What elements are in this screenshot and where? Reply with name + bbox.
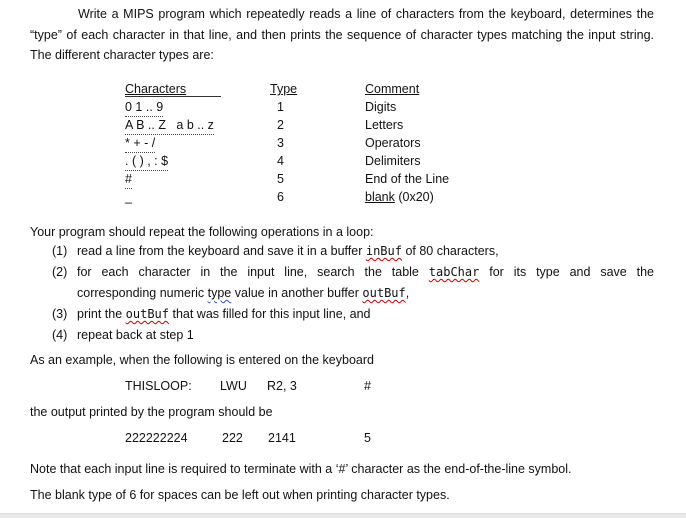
step-2-number: (2) — [52, 265, 68, 279]
note-blank: The blank type of 6 for spaces can be left out when printing character types. — [30, 488, 450, 502]
step-3 — [52, 304, 654, 325]
row-chars-end-of-line: # — [125, 170, 132, 189]
step-1 — [52, 241, 654, 262]
page-bottom-edge — [0, 513, 686, 518]
step-2-code-1: tabChar — [428, 265, 480, 279]
step-3-text-b: that was filled for this input line, and — [169, 307, 371, 321]
loop-intro: Your program should repeat the following operations in a loop: — [30, 225, 374, 239]
blank-hex: (0x20) — [394, 190, 434, 204]
output-intro: the output printed by the program should be — [30, 405, 273, 419]
blank-word: blank — [365, 190, 395, 204]
step-1-text-a: read a line from the keyboard and save it in a buffer — [77, 244, 366, 258]
row-type-operators: 3 — [277, 136, 284, 150]
example-intro: As an example, when the following is entered on the keyboard — [30, 353, 374, 367]
row-chars-operators: * + - / — [125, 134, 155, 153]
row-comment-letters: Letters — [365, 118, 404, 132]
row-comment-operators: Operators — [365, 136, 421, 150]
step-2-line2-c: , — [405, 286, 410, 300]
example-input-instruction: LWU — [220, 379, 247, 393]
header-comment: Comment — [365, 82, 420, 96]
step-4-number: (4) — [52, 328, 68, 342]
row-comment-digits: Digits — [365, 100, 397, 114]
row-chars-blank: _ — [125, 190, 132, 204]
example-input-label: THISLOOP: — [125, 379, 192, 393]
step-1-text-b: of 80 characters, — [401, 244, 499, 258]
step-2-text-b: for its type and save the — [479, 265, 654, 279]
example-output-2: 222 — [222, 431, 243, 445]
example-output-4: 5 — [364, 431, 371, 445]
row-chars-digits: 0 1 .. 9 — [125, 98, 163, 117]
row-type-letters: 2 — [277, 118, 284, 132]
step-4-text: repeat back at step 1 — [77, 328, 194, 342]
row-type-end-of-line: 5 — [277, 172, 284, 186]
step-3-text-a: print the — [77, 307, 126, 321]
example-output-1: 222222224 — [125, 431, 188, 445]
step-3-code: outBuf — [125, 307, 169, 321]
step-3-number: (3) — [52, 307, 68, 321]
step-2-code-2: outBuf — [362, 286, 406, 300]
row-comment-blank — [365, 188, 434, 206]
row-type-digits: 1 — [277, 100, 284, 114]
step-1-number: (1) — [52, 244, 68, 258]
intro-text: Write a MIPS program which repeatedly reads a line of characters from the keyboard, determines the “type” of each character in that line, and then prints the sequence of character types matching the input string. The different character types are: — [30, 7, 654, 62]
intro-paragraph — [30, 4, 654, 66]
step-2 — [52, 262, 654, 304]
step-2-line2-b: value in another buffer — [231, 286, 363, 300]
step-2-text-a: for each character in the input line, search the table — [77, 265, 429, 279]
step-2-line2-a: corresponding numeric — [77, 286, 208, 300]
header-type: Type — [270, 82, 298, 96]
example-output-3: 2141 — [268, 431, 296, 445]
step-1-code: inBuf — [365, 244, 402, 258]
example-input-operands: R2, 3 — [267, 379, 297, 393]
note-terminator: Note that each input line is required to terminate with a ‘#’ character as the end-of-the-line symbol. — [30, 462, 572, 476]
step-4 — [52, 325, 654, 346]
row-comment-delimiters: Delimiters — [365, 154, 421, 168]
example-input-terminator: # — [364, 379, 371, 393]
row-comment-end-of-line: End of the Line — [365, 172, 450, 186]
step-2-type-word: type — [207, 286, 232, 300]
row-chars-delimiters: . ( ) , : $ — [125, 152, 168, 171]
row-chars-letters: A B .. Z a b .. z — [125, 116, 214, 135]
row-type-blank: 6 — [277, 190, 284, 204]
header-characters: Characters — [125, 82, 187, 96]
row-type-delimiters: 4 — [277, 154, 284, 168]
